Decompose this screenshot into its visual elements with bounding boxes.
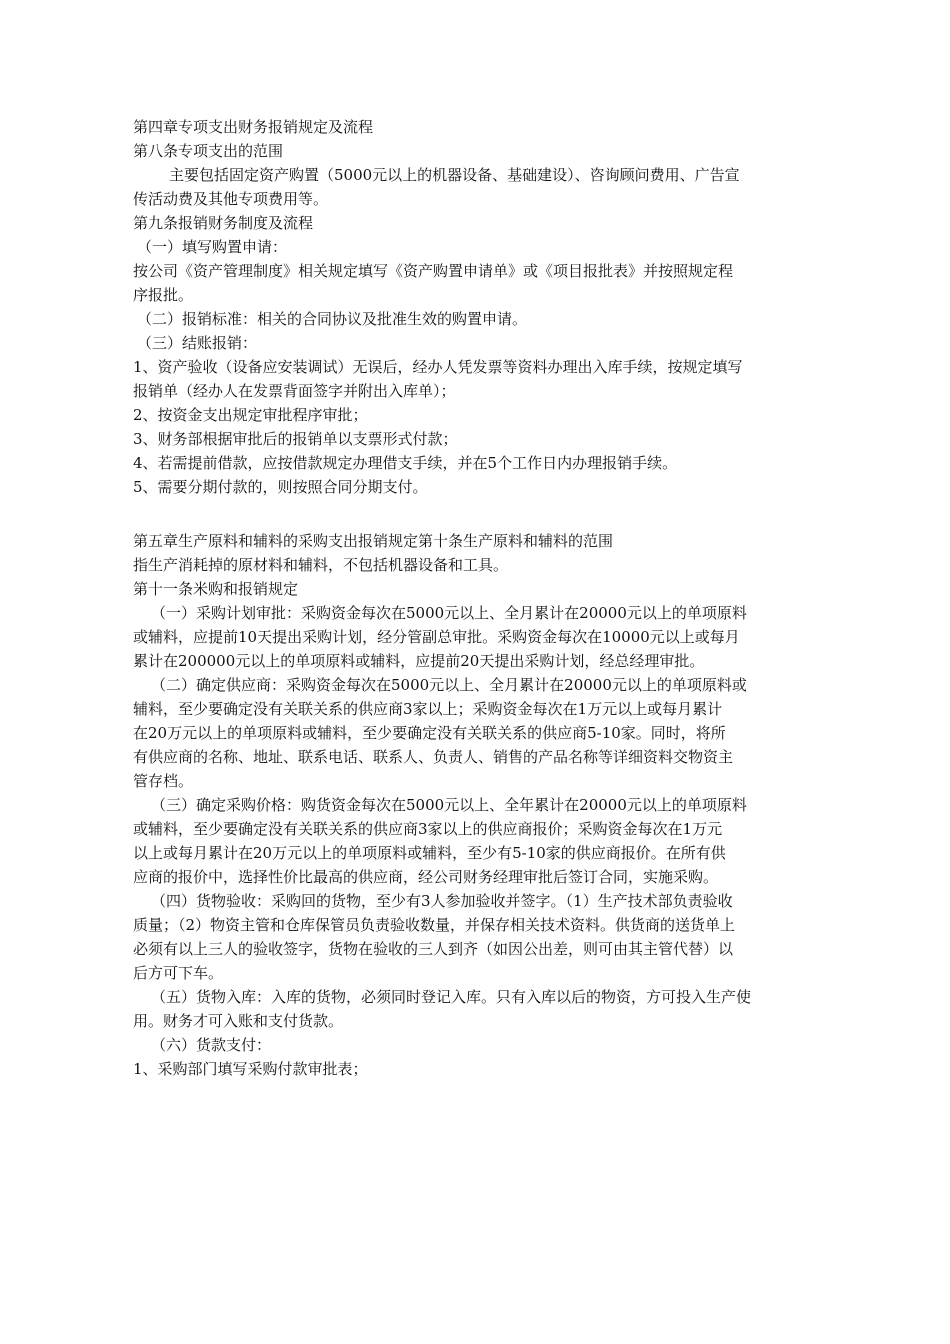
paragraph-2-line: 辅料，至少要确定没有关联关系的供应商3家以上；采购资金每次在1万元以上或每月累计 <box>133 700 723 718</box>
paragraph-5-line: 用。财务才可入账和支付货款。 <box>133 1012 344 1030</box>
article-8-text-line: 传活动费及其他专项费用等。 <box>133 190 329 208</box>
article-9-item-2: 2、按资金支出规定审批程序审批； <box>133 406 368 424</box>
article-9-title: 第九条报销财务制度及流程 <box>133 214 314 232</box>
article-9-item-3: 3、财务部根据审批后的报销单以支票形式付款； <box>133 430 458 448</box>
paragraph-3-line: （三）确定采购价格：购货资金每次在5000元以上、全年累计在20000元以上的单项原料 <box>151 796 747 814</box>
paragraph-3-line: 或辅料，至少要确定没有关联关系的供应商3家以上的供应商报价；采购资金每次在1万元 <box>133 820 723 838</box>
paragraph-6-item-1: 1、采购部门填写采购付款审批表； <box>133 1060 368 1078</box>
document-body <box>133 115 823 1081</box>
paragraph-2-line: 在20万元以上的单项原料或辅料，至少要确定没有关联关系的供应商5-10家。同时，将所 <box>133 724 726 742</box>
paragraph-3-line: 以上或每月累计在20万元以上的单项原料或辅料，至少有5-10家的供应商报价。在所有供 <box>133 844 726 862</box>
article-9-section-1: （一）填写购置申请： <box>137 238 288 256</box>
paragraph-6-title: （六）货款支付： <box>151 1036 272 1054</box>
article-9-item-1: 1、资产验收（设备应安装调试）无误后，经办人凭发票等资料办理出入库手续，按规定填写 <box>133 358 743 376</box>
paragraph-2-line: 有供应商的名称、地址、联系电话、联系人、负责人、销售的产品名称等详细资料交物资主 <box>133 748 734 766</box>
article-11-title: 第十一条米购和报销规定 <box>133 580 299 598</box>
article-9-item-5: 5、需要分期付款的，则按照合同分期支付。 <box>133 478 428 496</box>
paragraph-4-line: （四）货物验收：采购回的货物，至少有3人参加验收并签字。（1）生产技术部负责验收 <box>151 892 733 910</box>
paragraph-4-line: 质量；（2）物资主管和仓库保管员负责验收数量，并保存相关技术资料。供货商的送货单上 <box>133 916 736 934</box>
article-9-section-2: （二）报销标准：相关的合同协议及批准生效的购置申请。 <box>137 310 528 328</box>
paragraph-3-line: 应商的报价中，选择性价比最高的供应商，经公司财务经理审批后签订合同，实施采购。 <box>133 868 719 886</box>
paragraph-2-line: （二）确定供应商：采购资金每次在5000元以上、全月累计在20000元以上的单项原料或 <box>151 676 747 694</box>
section-gap <box>133 499 823 529</box>
paragraph-4-line: 后方可下车。 <box>133 964 224 982</box>
paragraph-1-line: （一）采购计划审批：采购资金每次在5000元以上、全月累计在20000元以上的单项原料 <box>151 604 747 622</box>
article-8-text-line: 主要包括固定资产购置（5000元以上的机器设备、基础建设）、咨询顾问费用、广告宣 <box>169 166 740 184</box>
article-9-section-1-text: 序报批。 <box>133 286 194 304</box>
paragraph-1-line: 累计在200000元以上的单项原料或辅料，应提前20天提出采购计划，经总经理审批。 <box>133 652 705 670</box>
article-8-title: 第八条专项支出的范围 <box>133 142 284 160</box>
article-9-section-1-text: 按公司《资产管理制度》相关规定填写《资产购置申请单》或《项目报批表》并按照规定程 <box>133 262 734 280</box>
article-9-item-1-cont: 报销单（经办人在发票背面签字并附出入库单）； <box>133 382 456 400</box>
chapter-4-title: 第四章专项支出财务报销规定及流程 <box>133 118 374 136</box>
chapter-5-title: 第五章生产原料和辅料的采购支出报销规定第十条生产原料和辅料的范围 <box>133 532 614 550</box>
paragraph-1-line: 或辅料，应提前10天提出采购计划，经分管副总审批。采购资金每次在10000元以上或每月 <box>133 628 740 646</box>
paragraph-5-line: （五）货物入库：入库的货物，必须同时登记入库。只有入库以后的物资，方可投入生产使 <box>151 988 752 1006</box>
paragraph-2-line: 管存档。 <box>133 772 194 790</box>
article-9-section-3: （三）结账报销： <box>137 334 258 352</box>
article-10-text: 指生产消耗掉的原材料和辅料，不包括机器设备和工具。 <box>133 556 509 574</box>
paragraph-4-line: 必须有以上三人的验收签字，货物在验收的三人到齐（如因公出差，则可由其主管代替）以 <box>133 940 734 958</box>
article-9-item-4: 4、若需提前借款，应按借款规定办理借支手续，并在5个工作日内办理报销手续。 <box>133 454 678 472</box>
